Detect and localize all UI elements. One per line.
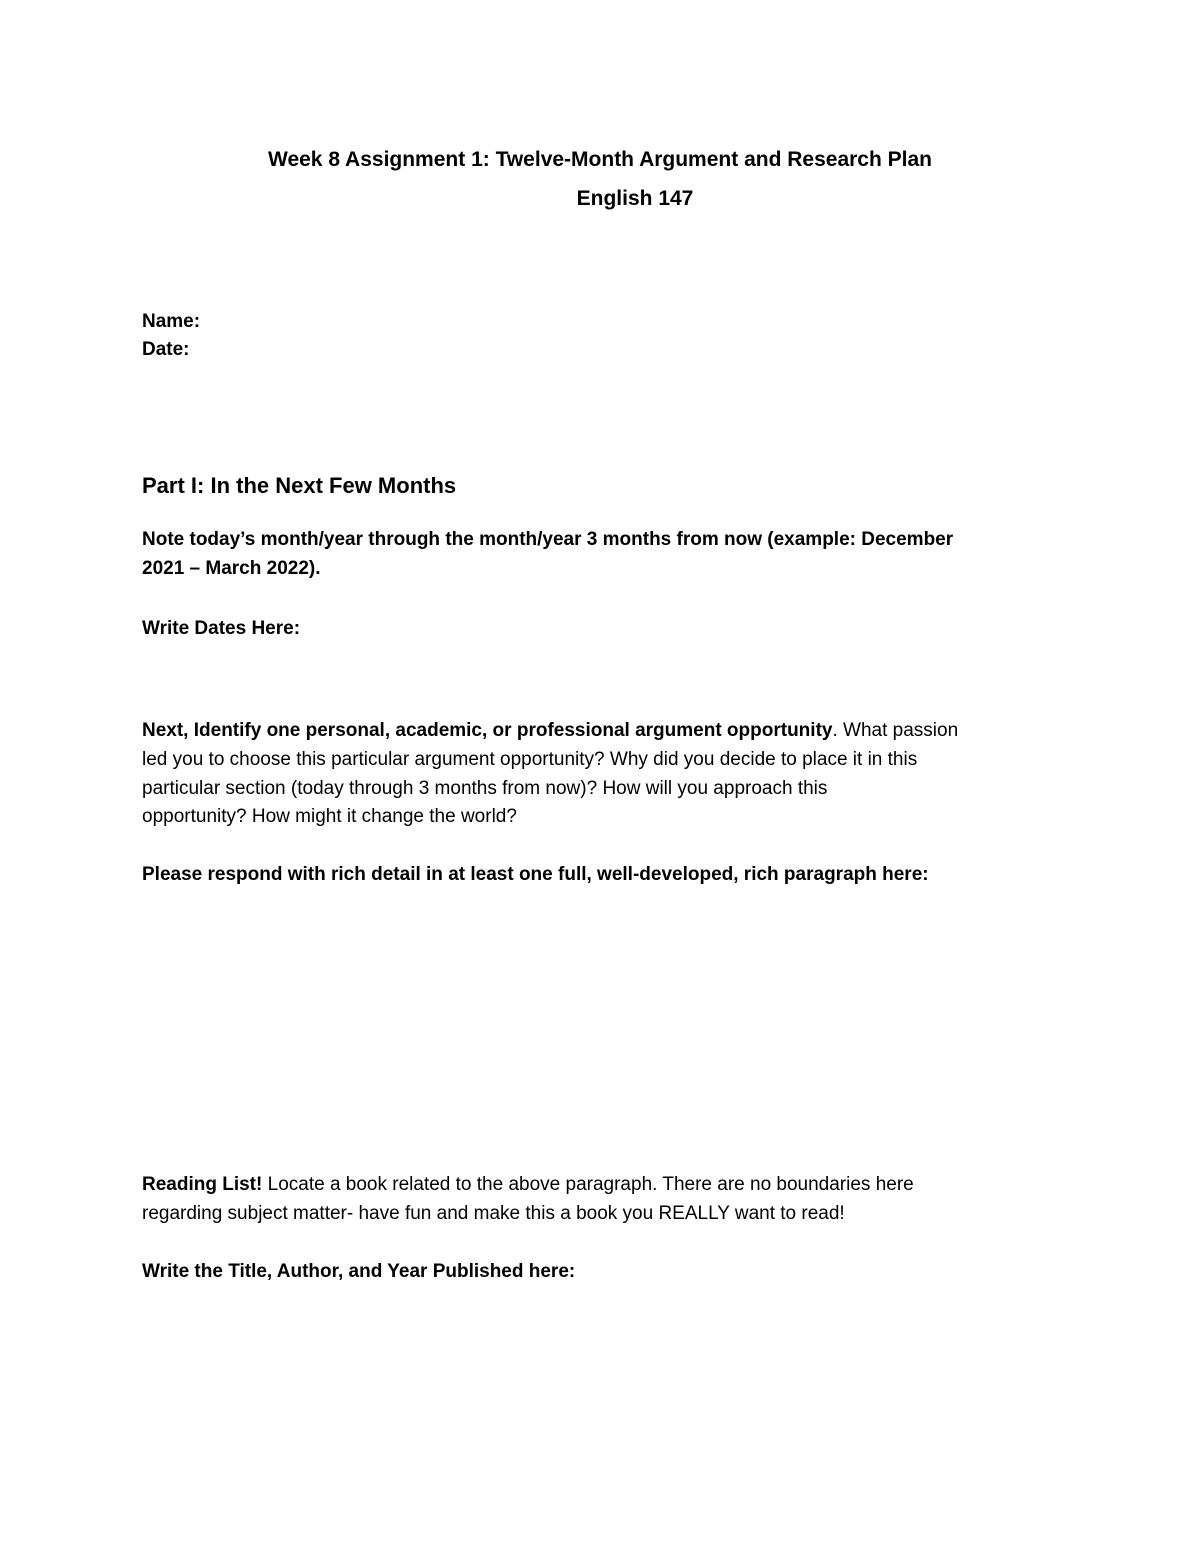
opportunity-prompt	[142, 717, 1062, 832]
reading-list-line-1-rest: Locate a book related to the above paragraph. There are no boundaries here	[262, 1174, 914, 1195]
dates-instruction-line-2: 2021 – March 2022).	[142, 557, 321, 579]
respond-instruction: Please respond with rich detail in at least one full, well-developed, rich paragraph here:	[142, 864, 929, 885]
dates-instruction	[142, 526, 1062, 584]
date-label: Date:	[142, 339, 190, 360]
write-dates-label: Write Dates Here:	[142, 618, 301, 639]
course-name: English 147	[576, 187, 694, 210]
opportunity-prompt-line-1-rest: What passion	[837, 720, 959, 741]
reading-list-bold: Reading List!	[142, 1174, 263, 1195]
name-label: Name:	[142, 311, 201, 332]
opportunity-prompt-period: .	[832, 720, 838, 741]
opportunity-prompt-bold: Next, Identify one personal, academic, or professional argument opportunity	[142, 720, 833, 741]
document-title: Week 8 Assignment 1: Twelve-Month Argument and Research Plan	[268, 148, 932, 171]
part-1-heading: Part I: In the Next Few Months	[142, 473, 457, 498]
opportunity-prompt-line-4: opportunity? How might it change the world?	[142, 806, 517, 828]
reading-list-prompt	[142, 1171, 1062, 1229]
opportunity-prompt-line-3: particular section (today through 3 months from now)? How will you approach this	[142, 777, 828, 799]
reading-list-line-2: regarding subject matter- have fun and make this a book you REALLY want to read!	[142, 1202, 845, 1224]
book-instruction: Write the Title, Author, and Year Published here:	[142, 1261, 576, 1282]
opportunity-prompt-line-2: led you to choose this particular argument opportunity? Why did you decide to place it in this	[142, 748, 918, 770]
dates-instruction-line-1: Note today’s month/year through the month/year 3 months from now (example: December	[142, 529, 954, 550]
